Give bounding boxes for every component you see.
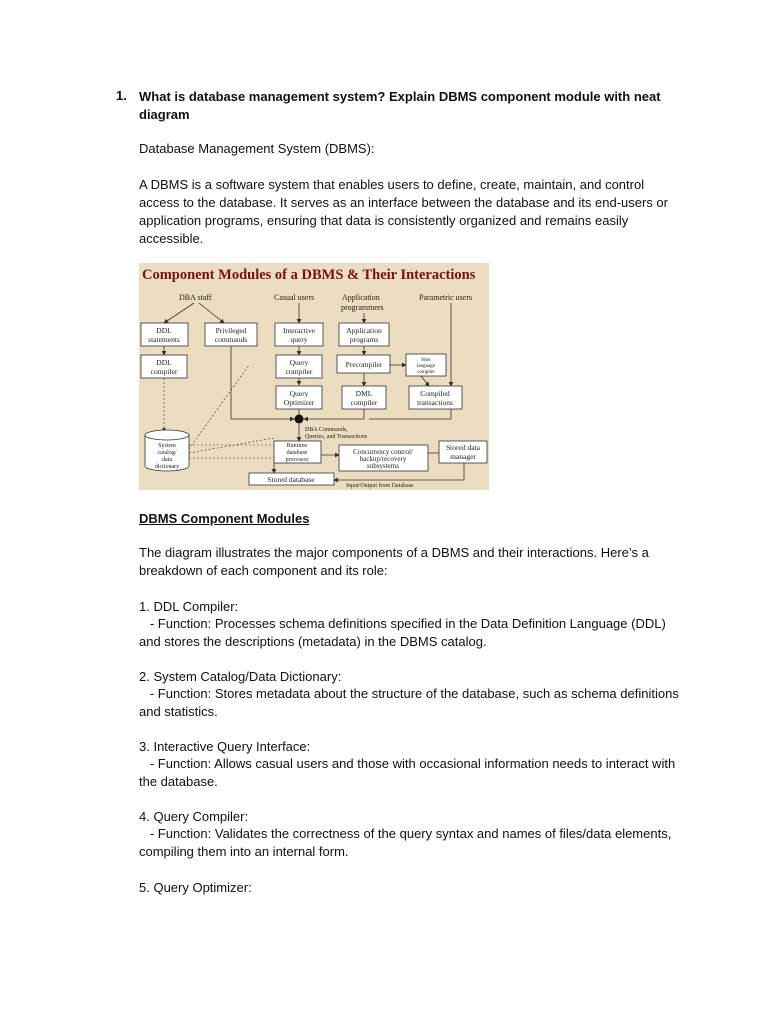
svg-text:Query: Query: [289, 389, 309, 398]
modules-intro: The diagram illustrates the major components of a DBMS and their interactions. Here’s a breakdown of each component and its role:: [139, 545, 649, 578]
svg-text:Privileged: Privileged: [215, 326, 247, 335]
io-label: Input/Output from Database: [346, 483, 414, 489]
module-4-function: - Function: Validates the correctness of the query syntax and names of files/data elements, compiling them into an internal form.: [139, 826, 675, 859]
svg-text:Optimizer: Optimizer: [283, 398, 315, 407]
svg-text:Stored database: Stored database: [267, 475, 315, 484]
central-node: [295, 415, 304, 424]
svg-text:Interactive: Interactive: [282, 326, 316, 335]
module-2-title: 2. System Catalog/Data Dictionary:: [139, 669, 342, 684]
svg-text:manager: manager: [450, 452, 476, 461]
svg-text:data: data: [162, 457, 172, 463]
user-dba-staff: DBA staff: [179, 293, 212, 302]
diagram-title: Component Modules of a DBMS & Their Interactions: [142, 267, 476, 283]
modules-heading: DBMS Component Modules: [139, 511, 310, 526]
module-2-function: - Function: Stores metadata about the structure of the database, such as schema definitions and statistics.: [139, 686, 683, 719]
svg-text:compiler: compiler: [417, 370, 435, 375]
svg-text:Stored data: Stored data: [446, 443, 480, 452]
question-number: 1.: [116, 88, 127, 103]
svg-text:Application: Application: [346, 326, 382, 335]
svg-text:transactions: transactions: [417, 398, 453, 407]
svg-text:backup/recovery: backup/recovery: [359, 455, 407, 463]
user-app-programmers-2: programmers: [341, 303, 384, 312]
svg-text:DDL: DDL: [156, 358, 172, 367]
question-text: What is database management system? Explain DBMS component module with neat diagram: [139, 89, 661, 122]
svg-text:DDL: DDL: [156, 326, 172, 335]
svg-text:Runtime: Runtime: [286, 443, 308, 449]
svg-text:statements: statements: [148, 335, 180, 344]
svg-text:catalog/: catalog/: [157, 450, 177, 456]
svg-text:Concurrency control/: Concurrency control/: [353, 448, 413, 456]
svg-text:Compiled: Compiled: [420, 389, 450, 398]
module-3-title: 3. Interactive Query Interface:: [139, 739, 311, 754]
svg-text:processor: processor: [285, 457, 309, 463]
dbms-definition: A DBMS is a software system that enables users to define, create, maintain, and control access to the database. It serves as an interface between the database and its end-users or application programs, ensuring that data is consistently organized and remains easily accessible.: [139, 177, 668, 246]
dba-commands-label-2: Queries, and Transactions: [305, 434, 368, 440]
user-casual-users: Casual users: [274, 293, 315, 302]
module-1-title: 1. DDL Compiler:: [139, 599, 239, 614]
dbms-component-diagram: [139, 263, 489, 490]
user-app-programmers-1: Application: [342, 293, 380, 302]
svg-text:compiler: compiler: [350, 398, 378, 407]
svg-text:dictionary: dictionary: [154, 464, 180, 470]
svg-text:Precompiler: Precompiler: [345, 360, 383, 369]
svg-text:DML: DML: [355, 389, 373, 398]
module-1-function: - Function: Processes schema definitions specified in the Data Definition Language (DDL) and stores the descriptions (metadata) in the DBMS catalog.: [139, 616, 670, 649]
user-parametric-users: Parametric users: [419, 293, 473, 302]
svg-text:query: query: [290, 335, 308, 344]
svg-text:compiler: compiler: [285, 367, 313, 376]
svg-text:language: language: [416, 364, 436, 369]
svg-text:Host: Host: [421, 358, 431, 363]
svg-text:programs: programs: [349, 335, 379, 344]
dba-commands-label-1: DBA Commands,: [305, 427, 348, 433]
svg-text:commands: commands: [214, 335, 248, 344]
module-4-title: 4. Query Compiler:: [139, 809, 249, 824]
module-3-function: - Function: Allows casual users and those with occasional information needs to interact with the database.: [139, 756, 679, 789]
svg-text:Query: Query: [289, 358, 309, 367]
dbms-heading: Database Management System (DBMS):: [139, 141, 375, 156]
module-5-title: 5. Query Optimizer:: [139, 880, 252, 895]
svg-text:System: System: [158, 443, 176, 449]
svg-text:compiler: compiler: [150, 367, 178, 376]
svg-text:subsystems: subsystems: [367, 462, 399, 470]
svg-text:database: database: [286, 450, 308, 456]
